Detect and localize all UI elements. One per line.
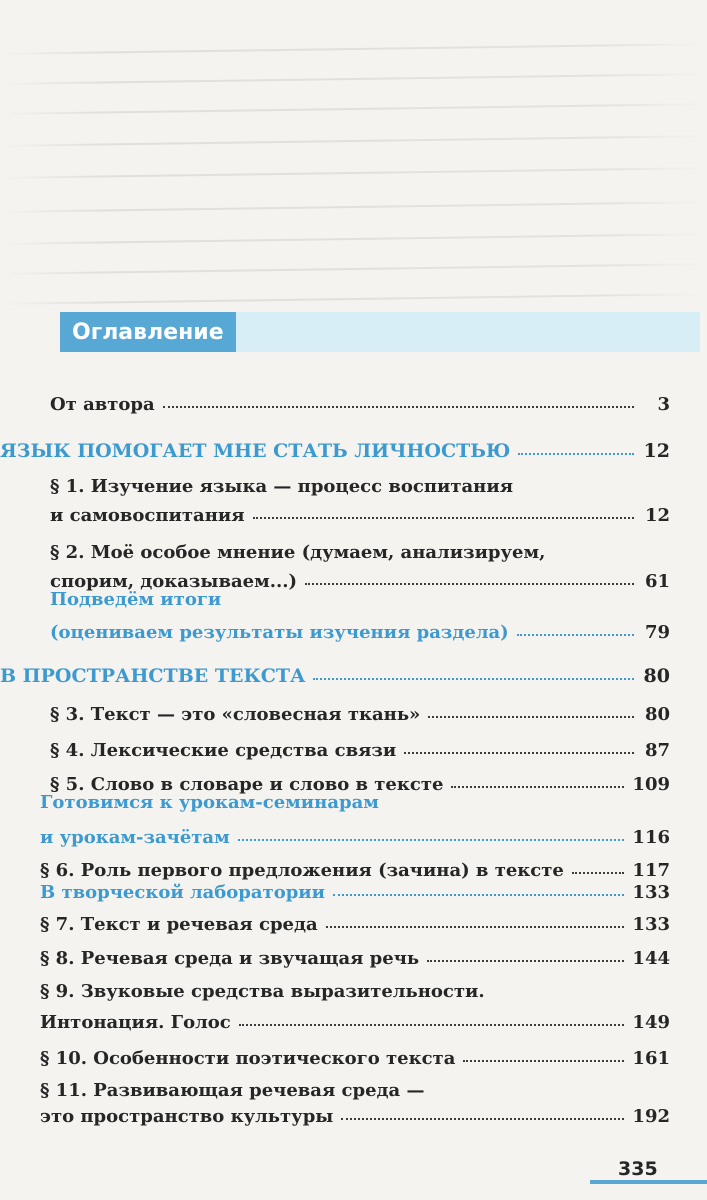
leader-dots bbox=[572, 872, 625, 874]
toc-entry-page: 80 bbox=[644, 704, 670, 725]
footer-rule bbox=[590, 1180, 707, 1184]
toc-entry-page: 12 bbox=[644, 505, 670, 526]
leader-dots bbox=[305, 583, 634, 585]
toc-entry-label: От автора bbox=[50, 394, 155, 415]
toc-entry-p9-line1[interactable]: § 9. Звуковые средства выразительности. bbox=[40, 981, 485, 1002]
toc-entry-page: 79 bbox=[644, 622, 670, 643]
leader-dots bbox=[428, 716, 634, 718]
toc-entry-page: 149 bbox=[632, 1012, 670, 1033]
leader-dots bbox=[239, 1024, 625, 1026]
toc-entry-summary[interactable] bbox=[50, 624, 670, 642]
toc-entry-label: и самовоспитания bbox=[50, 505, 245, 526]
toc-entry-lab[interactable] bbox=[40, 884, 670, 902]
toc-entry-page: 161 bbox=[632, 1048, 670, 1069]
toc-entry-label: § 4. Лексические средства связи bbox=[50, 740, 397, 761]
toc-entry-p11-line1[interactable]: § 11. Развивающая речевая среда — bbox=[40, 1080, 425, 1101]
toc-entry-p10[interactable] bbox=[40, 1050, 670, 1068]
toc-section-page: 12 bbox=[643, 440, 670, 462]
toc-entry-label: § 8. Речевая среда и звучащая речь bbox=[40, 948, 420, 969]
toc-entry-page: 61 bbox=[644, 571, 670, 592]
toc-entry-author[interactable] bbox=[50, 396, 670, 414]
toc-entry-label: и урокам-зачётам bbox=[40, 827, 230, 848]
toc-entry-p4[interactable] bbox=[50, 742, 670, 760]
toc-entry-page: 192 bbox=[632, 1106, 670, 1127]
toc-entry-page: 87 bbox=[644, 740, 670, 761]
toc-entry-p1-line1[interactable]: § 1. Изучение языка — процесс воспитания bbox=[50, 476, 513, 497]
toc-entry-p2-line1[interactable]: § 2. Моё особое мнение (думаем, анализируем, bbox=[50, 542, 546, 563]
leader-dots bbox=[333, 894, 624, 896]
contents-heading bbox=[60, 312, 236, 352]
leader-dots bbox=[404, 752, 634, 754]
toc-entry-p1[interactable] bbox=[50, 507, 670, 525]
toc-entry-label: это пространство культуры bbox=[40, 1106, 334, 1127]
toc-entry-label: § 7. Текст и речевая среда bbox=[40, 914, 318, 935]
leader-dots bbox=[463, 1060, 624, 1062]
leader-dots bbox=[451, 786, 624, 788]
toc-section-1[interactable] bbox=[0, 442, 670, 461]
previous-page-bleed-through bbox=[0, 0, 707, 310]
leader-dots bbox=[163, 406, 634, 408]
leader-dots bbox=[517, 634, 634, 636]
leader-dots bbox=[326, 926, 625, 928]
toc-entry-p3[interactable] bbox=[50, 706, 670, 724]
toc-entry-p11[interactable] bbox=[40, 1108, 670, 1126]
toc-summary-line1[interactable]: Подведём итоги bbox=[50, 589, 222, 610]
toc-entry-page: 117 bbox=[632, 860, 670, 881]
leader-dots bbox=[427, 960, 624, 962]
toc-entry-label: § 5. Слово в словаре и слово в тексте bbox=[50, 774, 444, 795]
toc-entry-label: § 10. Особенности поэтического текста bbox=[40, 1048, 456, 1069]
toc-entry-p7[interactable] bbox=[40, 916, 670, 934]
toc-entry-seminars[interactable] bbox=[40, 829, 670, 847]
toc-entry-label: § 3. Текст — это «словесная ткань» bbox=[50, 704, 421, 725]
toc-section-label: ЯЗЫК ПОМОГАЕТ МНЕ СТАТЬ ЛИЧНОСТЬЮ bbox=[0, 440, 511, 462]
toc-entry-p6[interactable] bbox=[40, 862, 670, 880]
leader-dots bbox=[238, 839, 625, 841]
toc-entry-page: 109 bbox=[632, 774, 670, 795]
toc-section-label: В ПРОСТРАНСТВЕ ТЕКСТА bbox=[0, 665, 306, 687]
page-number: 335 bbox=[618, 1158, 658, 1180]
toc-entry-label: спорим, доказываем...) bbox=[50, 571, 298, 592]
toc-entry-page: 116 bbox=[632, 827, 670, 848]
toc-entry-p9[interactable] bbox=[40, 1014, 670, 1032]
toc-entry-label: (оцениваем результаты изучения раздела) bbox=[50, 622, 509, 643]
toc-entry-p8[interactable] bbox=[40, 950, 670, 968]
toc-entry-label: В творческой лаборатории bbox=[40, 882, 326, 903]
leader-dots bbox=[341, 1118, 624, 1120]
leader-dots bbox=[253, 517, 634, 519]
toc-section-2[interactable] bbox=[0, 667, 670, 686]
toc-seminars-line1[interactable]: Готовимся к урокам-семинарам bbox=[40, 792, 379, 813]
contents-heading-text: Оглавление bbox=[72, 319, 224, 345]
leader-dots bbox=[518, 453, 634, 455]
leader-dots bbox=[313, 678, 634, 680]
toc-entry-label: § 6. Роль первого предложения (зачина) в тексте bbox=[40, 860, 564, 881]
toc-section-page: 80 bbox=[643, 665, 670, 687]
toc-entry-label: Интонация. Голос bbox=[40, 1012, 231, 1033]
toc-entry-page: 133 bbox=[632, 914, 670, 935]
toc-entry-page: 133 bbox=[632, 882, 670, 903]
toc-entry-page: 3 bbox=[657, 394, 670, 415]
toc-entry-page: 144 bbox=[632, 948, 670, 969]
